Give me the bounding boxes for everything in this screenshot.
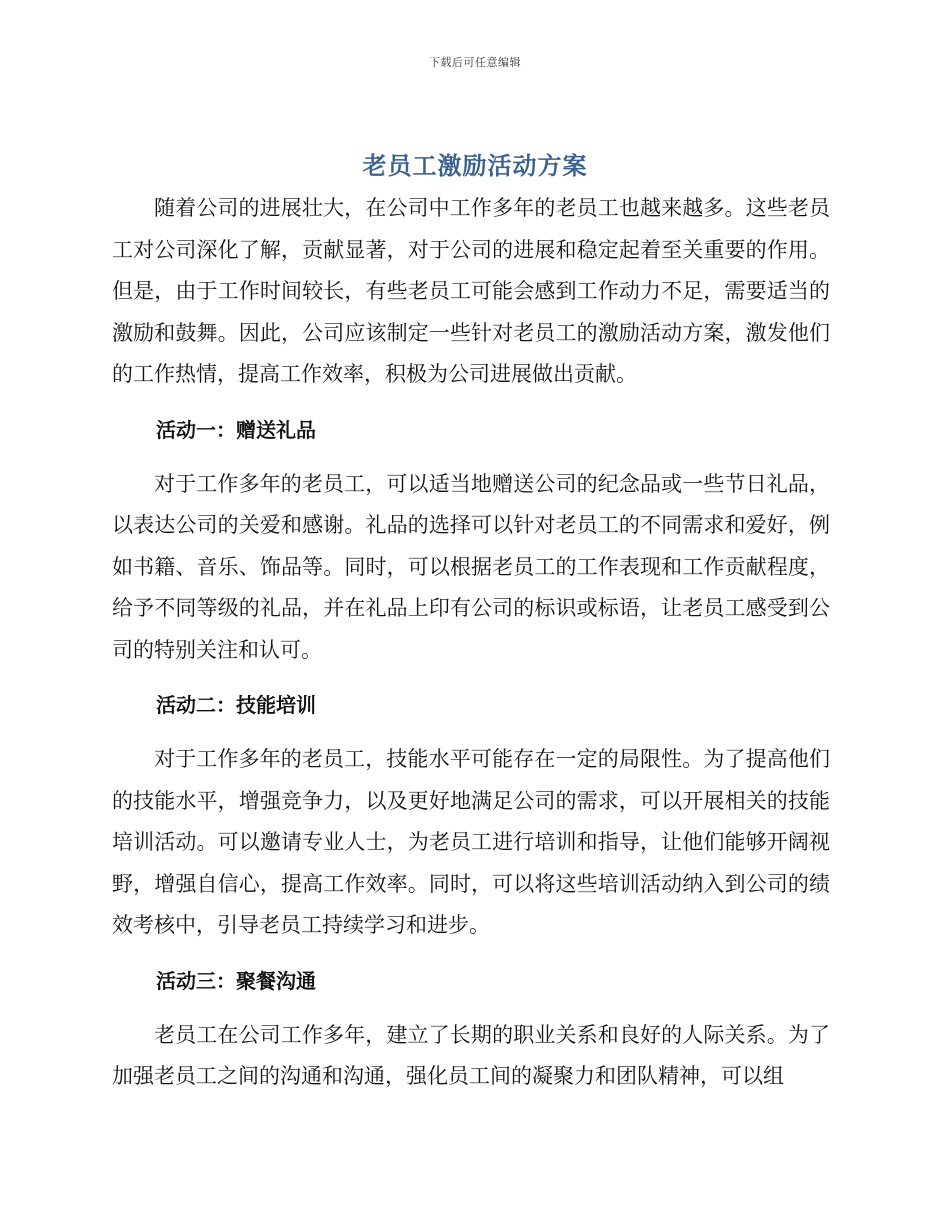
- section-heading-gifts: 活动一：赠送礼品: [156, 417, 316, 442]
- section-heading-dinner: 活动三：聚餐沟通: [156, 968, 316, 993]
- section-body-gifts: 对于工作多年的老员工，可以适当地赠送公司的纪念品或一些节日礼品，以表达公司的关爱和感谢。礼品的选择可以针对老员工的不同需求和爱好，例如书籍、音乐、饰品等。同时，可以根据老员工的工作表现和工作贡献程度，给予不同等级的礼品，并在礼品上印有公司的标识或标语，让老员工感受到公司的特别关注和认可。: [112, 471, 830, 662]
- document-title: 老员工激励活动方案: [362, 152, 588, 180]
- intro-paragraph: 随着公司的进展壮大，在公司中工作多年的老员工也越来越多。这些老员工对公司深化了解，贡献显著，对于公司的进展和稳定起着至关重要的作用。但是，由于工作时间较长，有些老员工可能会感到工作动力不足，需要适当的激励和鼓舞。因此，公司应该制定一些针对老员工的激励活动方案，激发他们的工作热情，提高工作效率，积极为公司进展做出贡献。: [112, 196, 830, 386]
- section-heading-training: 活动二：技能培训: [156, 693, 316, 717]
- header-note: 下载后可任意编辑: [429, 56, 521, 69]
- document-body: [112, 188, 830, 1098]
- section-body-training: 对于工作多年的老员工，技能水平可能存在一定的局限性。为了提高他们的技能水平，增强竞争力，以及更好地满足公司的需求，可以开展相关的技能培训活动。可以邀请专业人士，为老员工进行培训和指导，让他们能够开阔视野，增强自信心，提高工作效率。同时，可以将这些培训活动纳入到公司的绩效考核中，引导老员工持续学习和进步。: [112, 747, 830, 937]
- section-body-dinner: 老员工在公司工作多年，建立了长期的职业关系和良好的人际关系。为了加强老员工之间的沟通和沟通，强化员工间的凝聚力和团队精神，可以组: [112, 1022, 830, 1088]
